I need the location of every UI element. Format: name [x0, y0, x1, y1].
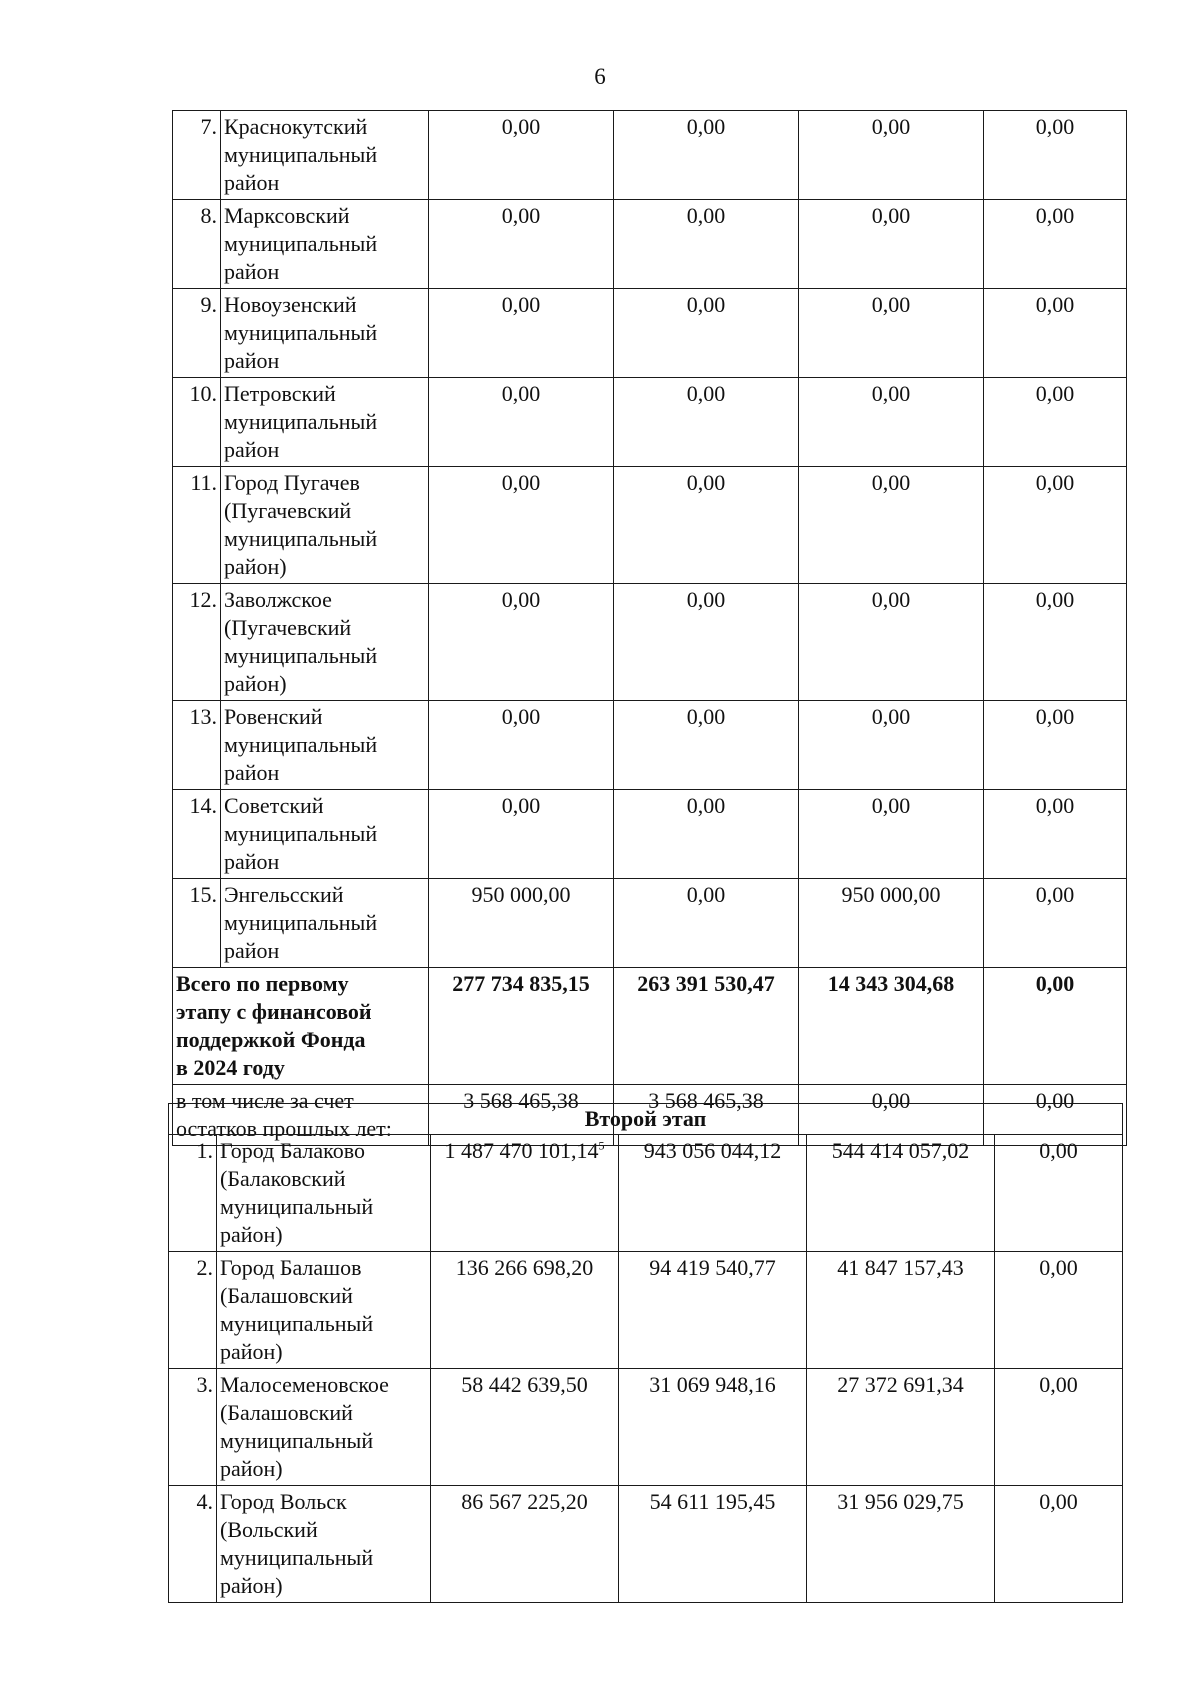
- amount-cell: [807, 1252, 995, 1369]
- row-number: 3.: [169, 1369, 217, 1486]
- cell-line: муниципальный: [220, 1311, 374, 1336]
- cell-line: Всего по первому: [176, 971, 349, 996]
- amount-cell: 14 343 304,68: [799, 968, 984, 1085]
- amount-cell: [995, 1252, 1123, 1369]
- amount-cell: [799, 879, 984, 968]
- amount-cell: [984, 701, 1127, 790]
- amount-value: 950 000,00: [841, 882, 941, 907]
- table-row: [173, 701, 1127, 790]
- amount-cell: [984, 790, 1127, 879]
- municipality-name: [217, 1135, 431, 1252]
- amount-cell: [807, 1369, 995, 1486]
- amount-cell: 0,00: [984, 1085, 1127, 1146]
- amount-cell: [984, 111, 1127, 200]
- amount-cell: [614, 879, 799, 968]
- cell-line: Город Вольск: [220, 1489, 347, 1514]
- cell-line: муниципальный: [224, 409, 378, 434]
- cell-line: муниципальный: [224, 526, 378, 551]
- table-row: [169, 1252, 1123, 1369]
- cell-line: (Вольский: [220, 1517, 318, 1542]
- amount-value: 0,00: [1035, 114, 1075, 139]
- amount-value: 0,00: [1039, 1489, 1078, 1514]
- amount-value: 0,00: [1039, 1372, 1078, 1397]
- cell-line: Советский: [224, 793, 324, 818]
- amount-cell: 263 391 530,47: [614, 968, 799, 1085]
- cell-line: район: [224, 437, 280, 462]
- cell-line: в 2024 году: [176, 1055, 285, 1080]
- cell-line: Город Пугачев: [224, 470, 360, 495]
- row-number: 8.: [173, 200, 221, 289]
- amount-value: 0,00: [871, 292, 911, 317]
- amount-value: 0,00: [501, 470, 541, 495]
- table-row: [169, 1369, 1123, 1486]
- amount-value: 0,00: [686, 882, 726, 907]
- row-number: 13.: [173, 701, 221, 790]
- table-row: [173, 790, 1127, 879]
- amount-cell: [429, 289, 614, 378]
- amount-cell: [807, 1135, 995, 1252]
- amount-cell: [429, 584, 614, 701]
- amount-value: 0,00: [871, 793, 911, 818]
- stage-2-title: Второй этап: [169, 1104, 1123, 1135]
- amount-cell: [429, 111, 614, 200]
- cell-line: Марксовский: [224, 203, 350, 228]
- cell-line: район: [224, 348, 280, 373]
- amount-value: 31 956 029,75: [837, 1489, 964, 1514]
- municipality-name: [221, 879, 429, 968]
- amount-value: 0,00: [501, 704, 541, 729]
- amount-value: 41 847 157,43: [837, 1255, 964, 1280]
- row-number: 14.: [173, 790, 221, 879]
- amount-cell: [799, 200, 984, 289]
- cell-line: Петровский: [224, 381, 336, 406]
- amount-cell: [984, 289, 1127, 378]
- amount-value: 0,00: [871, 114, 911, 139]
- cell-line: Краснокутский: [224, 114, 368, 139]
- amount-value: 1 487 470 101,14: [444, 1138, 599, 1163]
- table-row: [173, 879, 1127, 968]
- amount-cell: [984, 378, 1127, 467]
- amount-cell: [431, 1135, 619, 1252]
- cell-line: Заволжское: [224, 587, 332, 612]
- cell-line: в том числе за счет: [176, 1088, 354, 1113]
- municipality-name: [221, 200, 429, 289]
- amount-value: 0,00: [686, 587, 726, 612]
- amount-cell: [799, 467, 984, 584]
- amount-cell: [429, 467, 614, 584]
- amount-value: 0,00: [871, 470, 911, 495]
- amount-cell: [807, 1486, 995, 1603]
- row-number: 9.: [173, 289, 221, 378]
- amount-cell: [614, 467, 799, 584]
- amount-value: 0,00: [1035, 470, 1075, 495]
- amount-cell: [995, 1135, 1123, 1252]
- cell-line: муниципальный: [224, 142, 378, 167]
- amount-value: 0,00: [501, 587, 541, 612]
- amount-value: 86 567 225,20: [461, 1489, 588, 1514]
- table-row: [173, 289, 1127, 378]
- amount-value: 0,00: [1039, 1255, 1078, 1280]
- stage-header-row: [169, 1104, 1123, 1135]
- cell-line: район): [220, 1339, 283, 1364]
- cell-line: муниципальный: [224, 732, 378, 757]
- amount-cell: [619, 1252, 807, 1369]
- amount-cell: 3 568 465,38: [614, 1085, 799, 1146]
- amount-value: 544 414 057,02: [831, 1138, 970, 1163]
- amount-value: 0,00: [1039, 1138, 1078, 1163]
- amount-value: 58 442 639,50: [461, 1372, 588, 1397]
- municipality-name: [221, 378, 429, 467]
- amount-cell: [429, 879, 614, 968]
- amount-cell: 277 734 835,15: [429, 968, 614, 1085]
- amount-cell: [429, 790, 614, 879]
- municipality-name: [221, 584, 429, 701]
- table-row: [173, 111, 1127, 200]
- amount-value: 136 266 698,20: [455, 1255, 594, 1280]
- amount-value: 0,00: [1035, 292, 1075, 317]
- amount-value: 950 000,00: [471, 882, 571, 907]
- amount-value: 0,00: [686, 704, 726, 729]
- amount-value: 0,00: [871, 587, 911, 612]
- cell-line: район: [224, 170, 280, 195]
- cell-line: муниципальный: [224, 910, 378, 935]
- amount-cell: [614, 200, 799, 289]
- footnote-mark: 5: [598, 1138, 605, 1153]
- amount-value: 0,00: [686, 470, 726, 495]
- cell-line: муниципальный: [224, 821, 378, 846]
- amount-cell: [984, 879, 1127, 968]
- amount-cell: [995, 1486, 1123, 1603]
- amount-cell: [799, 378, 984, 467]
- table-row: [173, 378, 1127, 467]
- cell-line: муниципальный: [224, 320, 378, 345]
- amount-cell: [995, 1369, 1123, 1486]
- amount-value: 0,00: [1035, 793, 1075, 818]
- cell-line: район): [224, 671, 287, 696]
- amount-cell: [984, 200, 1127, 289]
- amount-value: 0,00: [686, 793, 726, 818]
- cell-line: район: [224, 259, 280, 284]
- cell-line: район: [224, 760, 280, 785]
- cell-line: район): [224, 554, 287, 579]
- cell-line: Город Балашов: [220, 1255, 362, 1280]
- row-number: 11.: [173, 467, 221, 584]
- amount-cell: [799, 289, 984, 378]
- row-number: 4.: [169, 1486, 217, 1603]
- municipality-name: [217, 1252, 431, 1369]
- amount-cell: 0,00: [799, 1085, 984, 1146]
- cell-line: Новоузенский: [224, 292, 357, 317]
- amount-cell: [984, 584, 1127, 701]
- amount-value: 0,00: [1035, 381, 1075, 406]
- amount-cell: [619, 1486, 807, 1603]
- cell-line: муниципальный: [224, 643, 378, 668]
- row-number: 15.: [173, 879, 221, 968]
- municipality-name: [221, 467, 429, 584]
- cell-line: (Балаковский: [220, 1166, 346, 1191]
- amount-cell: [799, 584, 984, 701]
- cell-line: муниципальный: [220, 1545, 374, 1570]
- page-number: 6: [594, 64, 606, 89]
- table-row: [173, 467, 1127, 584]
- municipality-name: [217, 1486, 431, 1603]
- municipality-name: [217, 1369, 431, 1486]
- amount-value: 0,00: [501, 203, 541, 228]
- amount-value: 0,00: [1035, 882, 1075, 907]
- amount-value: 943 056 044,12: [643, 1138, 782, 1163]
- amount-cell: [429, 701, 614, 790]
- amount-value: 27 372 691,34: [837, 1372, 964, 1397]
- amount-cell: 0,00: [984, 968, 1127, 1085]
- cell-line: муниципальный: [224, 231, 378, 256]
- municipality-name: [221, 701, 429, 790]
- amount-value: 0,00: [501, 292, 541, 317]
- amount-value: 0,00: [871, 704, 911, 729]
- cell-line: муниципальный: [220, 1194, 374, 1219]
- amount-cell: [799, 111, 984, 200]
- amount-cell: [431, 1486, 619, 1603]
- amount-value: 0,00: [686, 203, 726, 228]
- row-number: 12.: [173, 584, 221, 701]
- cell-line: остатков прошлых лет:: [176, 1116, 392, 1141]
- amount-cell: [614, 378, 799, 467]
- amount-cell: [614, 289, 799, 378]
- total-label: [173, 968, 429, 1085]
- cell-line: (Пугачевский: [224, 615, 352, 640]
- amount-cell: [799, 790, 984, 879]
- municipality-name: [221, 289, 429, 378]
- cell-line: район): [220, 1222, 283, 1247]
- row-number: 10.: [173, 378, 221, 467]
- cell-line: муниципальный: [220, 1428, 374, 1453]
- amount-cell: [614, 701, 799, 790]
- amount-value: 0,00: [501, 114, 541, 139]
- amount-cell: [429, 200, 614, 289]
- table-row: [169, 1486, 1123, 1603]
- amount-value: 0,00: [501, 381, 541, 406]
- cell-line: район): [220, 1456, 283, 1481]
- amount-cell: [799, 701, 984, 790]
- amount-cell: [429, 378, 614, 467]
- amount-cell: [614, 111, 799, 200]
- amount-value: 0,00: [871, 381, 911, 406]
- amount-cell: [614, 584, 799, 701]
- cell-line: (Балашовский: [220, 1400, 353, 1425]
- cell-line: Малосеменовское: [220, 1372, 389, 1397]
- table-row: [173, 200, 1127, 289]
- table-row: [173, 584, 1127, 701]
- cell-line: (Балашовский: [220, 1283, 353, 1308]
- amount-cell: [431, 1369, 619, 1486]
- amount-value: 0,00: [871, 203, 911, 228]
- row-number: 1.: [169, 1135, 217, 1252]
- cell-line: район: [224, 938, 280, 963]
- amount-cell: [984, 467, 1127, 584]
- amount-value: 0,00: [501, 793, 541, 818]
- cell-line: Город Балаково: [220, 1138, 365, 1163]
- amount-value: 0,00: [686, 114, 726, 139]
- amount-value: 0,00: [1035, 203, 1075, 228]
- amount-cell: 3 568 465,38: [429, 1085, 614, 1146]
- cell-line: поддержкой Фонда: [176, 1027, 366, 1052]
- cell-line: район): [220, 1573, 283, 1598]
- amount-value: 0,00: [1035, 704, 1075, 729]
- total-row: [173, 968, 1127, 1085]
- cell-line: район: [224, 849, 280, 874]
- cell-line: Энгельсский: [224, 882, 344, 907]
- stage-2-table: [168, 1103, 1123, 1603]
- row-number: 2.: [169, 1252, 217, 1369]
- amount-value: 0,00: [1035, 587, 1075, 612]
- amount-value: 31 069 948,16: [649, 1372, 776, 1397]
- municipality-name: [221, 790, 429, 879]
- amount-cell: [619, 1135, 807, 1252]
- amount-cell: [431, 1252, 619, 1369]
- cell-line: этапу с финансовой: [176, 999, 372, 1024]
- amount-cell: [619, 1369, 807, 1486]
- amount-value: 0,00: [686, 381, 726, 406]
- row-number: 7.: [173, 111, 221, 200]
- cell-line: (Пугачевский: [224, 498, 352, 523]
- table-row: [169, 1135, 1123, 1252]
- stage-1-table: [172, 110, 1127, 1146]
- amount-value: 94 419 540,77: [649, 1255, 776, 1280]
- amount-value: 0,00: [686, 292, 726, 317]
- amount-value: 54 611 195,45: [649, 1489, 776, 1514]
- amount-cell: [614, 790, 799, 879]
- cell-line: Ровенский: [224, 704, 323, 729]
- municipality-name: [221, 111, 429, 200]
